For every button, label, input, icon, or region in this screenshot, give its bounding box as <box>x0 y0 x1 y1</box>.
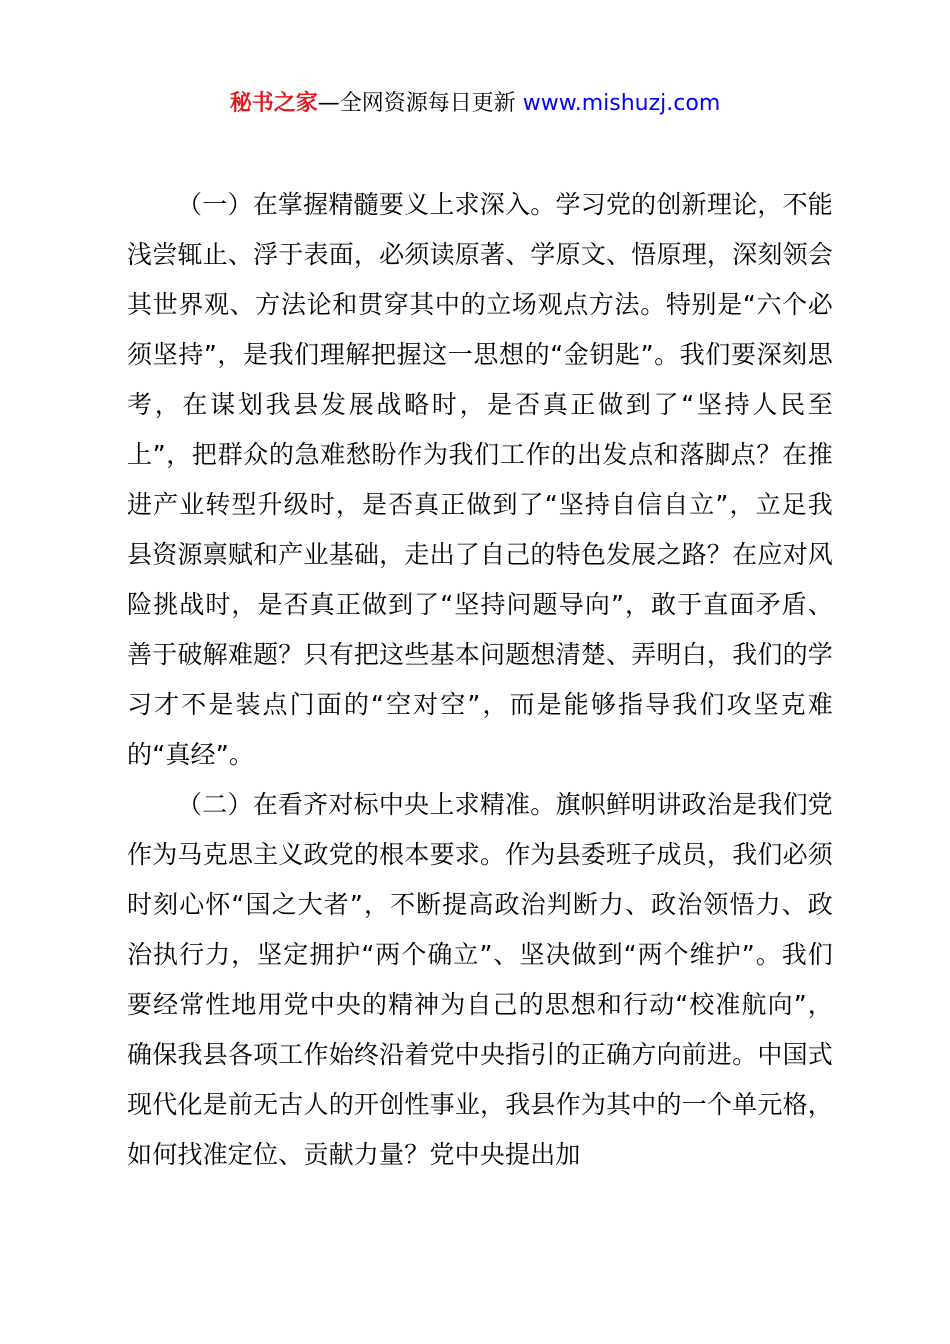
document-body <box>127 180 833 1180</box>
page-header <box>0 88 950 120</box>
site-brand: 秘书之家 <box>229 91 318 116</box>
paragraph-2: （二）在看齐对标中央上求精准。旗帜鲜明讲政治是我们党作为马克思主义政党的根本要求。作为县委班子成员，我们必须时刻心怀“国之大者”，不断提高政治判断力、政治领悟力、政治执行力，坚定拥护“两个确立”、坚决做到“两个维护”。我们要经常性地用党中央的精神为自己的思想和行动“校准航向”，确保我县各项工作始终沿着党中央指引的正确方向前进。中国式现代化是前无古人的开创性事业，我县作为其中的一个单元格，如何找准定位、贡献力量？党中央提出加 <box>127 790 833 1169</box>
site-url-link[interactable]: www.mishuzj.com <box>522 91 721 116</box>
paragraph-1: （一）在掌握精髓要义上求深入。学习党的创新理论，不能浅尝辄止、浮于表面，必须读原著、学原文、悟原理，深刻领会其世界观、方法论和贯穿其中的立场观点方法。特别是“六个必须坚持”，是我们理解把握这一思想的“金钥匙”。我们要深刻思考，在谋划我县发展战略时，是否真正做到了“坚持人民至上”，把群众的急难愁盼作为我们工作的出发点和落脚点？在推进产业转型升级时，是否真正做到了“坚持自信自立”，立足我县资源禀赋和产业基础，走出了自己的特色发展之路？在应对风险挑战时，是否真正做到了“坚持问题导向”，敢于直面矛盾、善于破解难题？只有把这些基本问题想清楚、弄明白，我们的学习才不是装点门面的“空对空”，而是能够指导我们攻坚克难的“真经”。 <box>127 190 833 769</box>
site-tagline: —全网资源每日更新 <box>317 91 516 116</box>
